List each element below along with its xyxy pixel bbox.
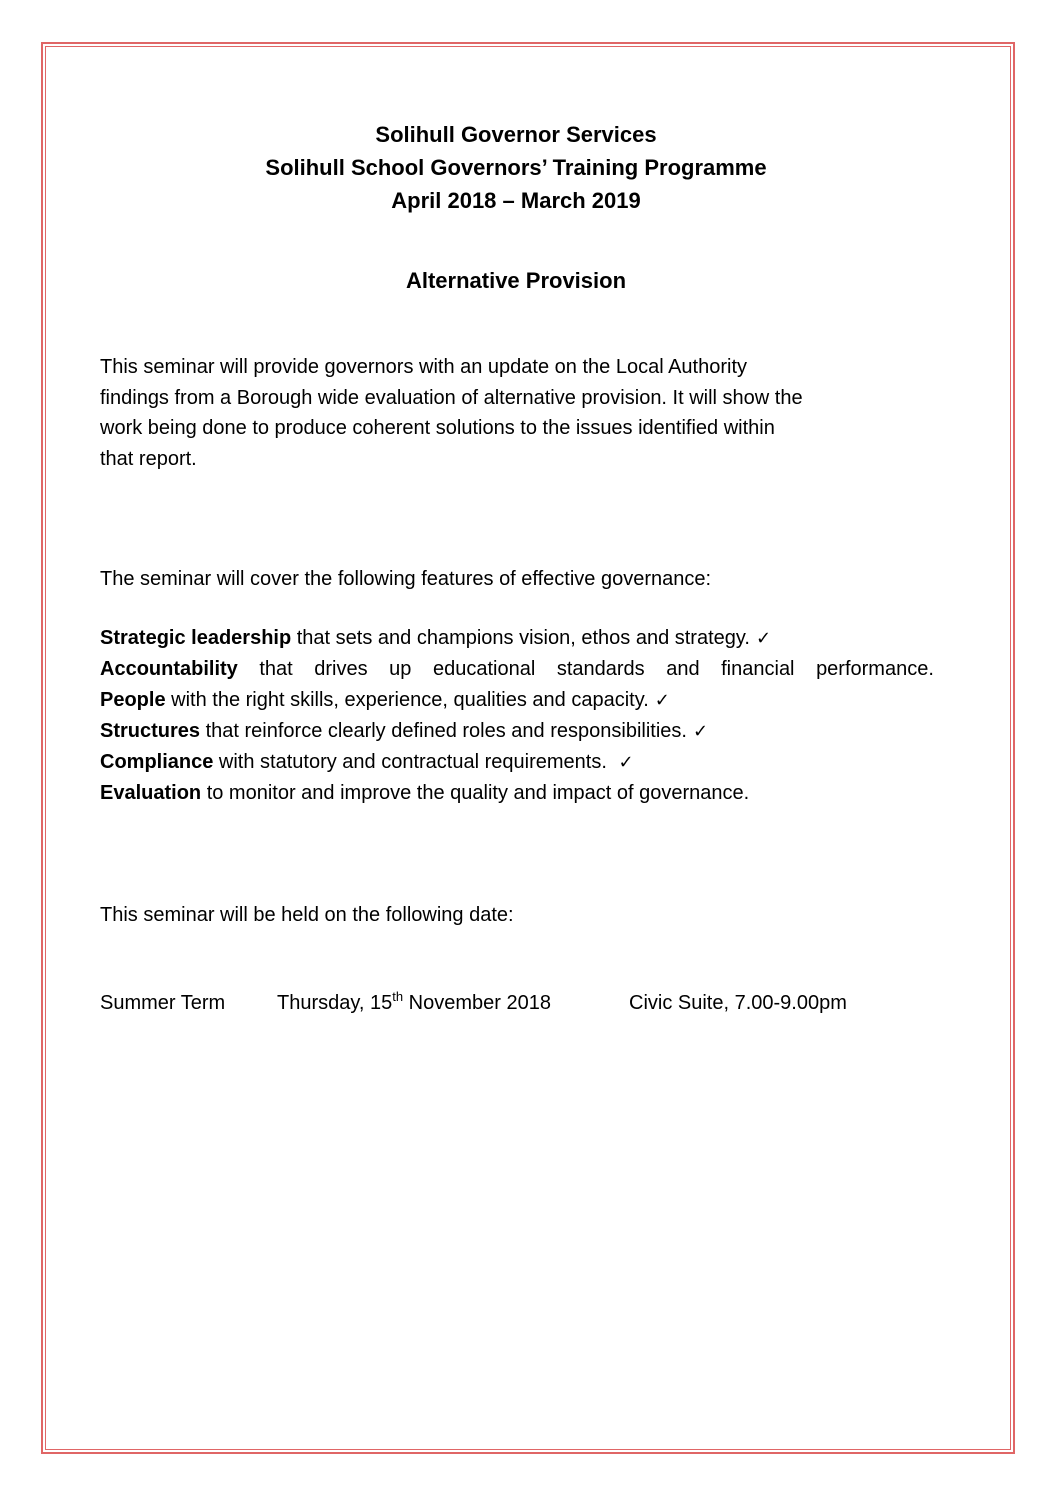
feature-word: educational bbox=[432, 658, 536, 680]
feature-item bbox=[100, 685, 940, 716]
date-lead: This seminar will be held on the following date: bbox=[100, 904, 514, 926]
session-schedule bbox=[100, 988, 900, 1020]
features-lead: The seminar will cover the following features of effective governance: bbox=[100, 568, 712, 590]
session-venue: Civic Suite, 7.00-9.00pm bbox=[629, 992, 847, 1014]
feature-word: standards bbox=[556, 658, 645, 680]
session-date-day: Thursday, 15 bbox=[277, 992, 393, 1014]
checkmark-icon: ✓ bbox=[654, 690, 670, 711]
section-title: Alternative Provision bbox=[405, 268, 627, 293]
intro-line: This seminar will provide governors with an update on the Local Authority bbox=[100, 356, 748, 378]
intro-paragraph bbox=[100, 352, 940, 474]
header-organisation: Solihull Governor Services bbox=[375, 122, 657, 147]
feature-term: Accountability bbox=[100, 658, 238, 680]
feature-term: Strategic leadership bbox=[100, 627, 292, 649]
feature-item bbox=[100, 716, 940, 747]
feature-term: Evaluation bbox=[100, 782, 202, 804]
session-date bbox=[277, 988, 551, 1018]
header-programme: Solihull School Governors’ Training Programme bbox=[265, 155, 767, 180]
feature-word: drives bbox=[314, 658, 368, 680]
session-date-ordinal: th bbox=[392, 989, 404, 1004]
intro-line: that report. bbox=[100, 447, 197, 470]
feature-word: performance. bbox=[816, 658, 934, 680]
session-date-month-year: November 2018 bbox=[403, 992, 551, 1014]
intro-line: findings from a Borough wide evaluation of alternative provision. It will show the bbox=[100, 386, 803, 409]
checkmark-icon: ✓ bbox=[692, 721, 709, 742]
session-term: Summer Term bbox=[100, 992, 226, 1014]
feature-item bbox=[100, 778, 940, 809]
feature-term: Structures bbox=[100, 720, 201, 742]
feature-text: that reinforce clearly defined roles and responsibilities. bbox=[200, 720, 687, 742]
feature-text: with statutory and contractual requirements. bbox=[213, 751, 613, 773]
feature-word: and bbox=[666, 658, 700, 680]
feature-term: People bbox=[100, 689, 166, 711]
feature-item bbox=[100, 654, 934, 685]
feature-item bbox=[100, 747, 940, 778]
feature-word: financial bbox=[721, 658, 795, 680]
feature-word: that bbox=[259, 658, 293, 680]
checkmark-icon: ✓ bbox=[755, 628, 772, 649]
feature-word: up bbox=[389, 658, 412, 680]
feature-text: that sets and champions vision, ethos and strategy. bbox=[291, 627, 750, 649]
feature-term: Compliance bbox=[100, 751, 214, 773]
feature-text: with the right skills, experience, qualities and capacity. bbox=[165, 689, 649, 711]
document-header bbox=[0, 118, 1032, 217]
checkmark-icon: ✓ bbox=[618, 752, 634, 773]
intro-line: work being done to produce coherent solutions to the issues identified within bbox=[100, 417, 775, 439]
feature-text: to monitor and improve the quality and impact of governance. bbox=[201, 782, 750, 804]
header-period: April 2018 – March 2019 bbox=[391, 188, 641, 213]
features-list bbox=[100, 623, 940, 809]
feature-item bbox=[100, 623, 940, 654]
